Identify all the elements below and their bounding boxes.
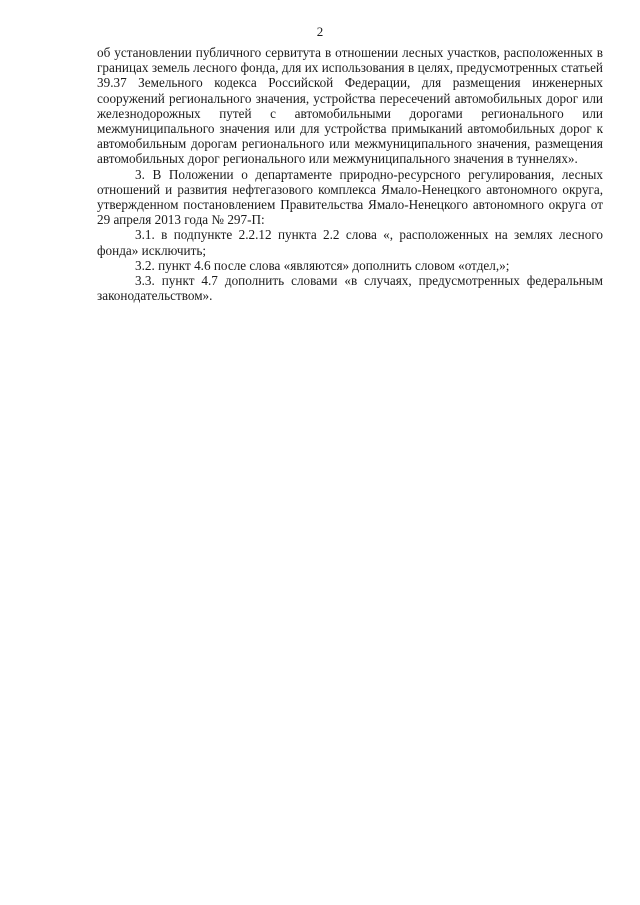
paragraph-continuation: об установлении публичного сервитута в отношении лесных участков, расположенных в границах земель лесного фонда, для их использования в целях, предусмотренных статьей 39.37 Земельного кодекса Российской Федерации, для размещения инженерных сооружений регионального значения, устройства пересечений автомобильных дорог или железнодорожных путей с автомобильными дорогами регионального или межмуниципального значения или для устройства примыканий автомобильных дорог к автомобильным дорогам регионального или межмуниципального значения, размещения автомобильных дорог регионального или межмуниципального значения в туннелях». [97, 45, 603, 167]
paragraph-item-3: 3. В Положении о департаменте природно-ресурсного регулирования, лесных отношений и развития нефтегазового комплекса Ямало-Ненецкого автономного округа, утвержденном постановлением Правительства Ямало-Ненецкого автономного округа от 29 апреля 2013 года № 297-П: [97, 166, 603, 228]
paragraph-item-3-3: 3.3. пункт 4.7 дополнить словами «в случаях, предусмотренных федеральным законодательством». [97, 273, 603, 304]
page-number: 2 [316, 24, 324, 39]
paragraph-item-3-1: 3.1. в подпункте 2.2.12 пункта 2.2 слова «, расположенных на землях лесного фонда» исключить; [97, 227, 603, 258]
document-body [97, 45, 603, 303]
paragraph-item-3-2: 3.2. пункт 4.6 после слова «являются» дополнить словом «отдел,»; [135, 257, 510, 273]
